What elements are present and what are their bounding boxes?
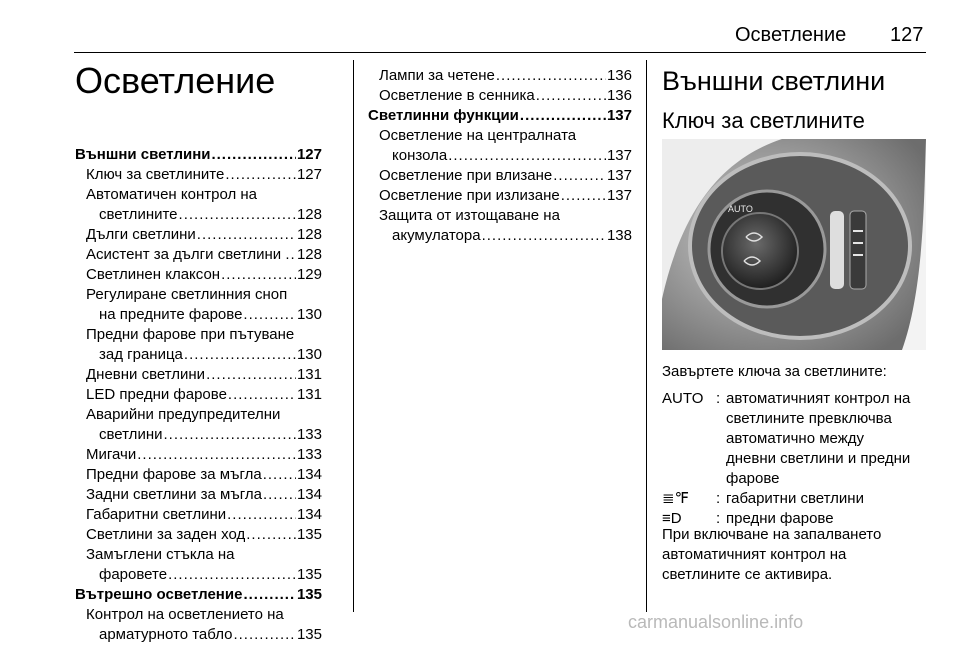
switch-position-item — [662, 389, 932, 489]
toc-entry — [75, 545, 322, 565]
toc-page-number: 137 — [606, 107, 632, 124]
toc-entry-title: Регулиране светлинния сноп — [86, 286, 288, 303]
toc-entry-title: Лампи за четене — [379, 67, 495, 84]
toc-dot-leader — [163, 425, 295, 445]
toc-entry — [368, 126, 632, 146]
toc-dot-leader — [225, 165, 296, 185]
toc-page-number: 137 — [606, 187, 632, 204]
toc-dot-leader — [520, 106, 606, 126]
toc-entry — [75, 405, 322, 425]
toc-entry-title: Аварийни предупредителни — [86, 406, 281, 423]
toc-page-number: 135 — [296, 526, 322, 543]
description-line: светлините превключва — [726, 410, 892, 427]
toc-entry-title: Контрол на осветлението на — [86, 606, 284, 623]
description-line: предни фарове — [726, 510, 834, 527]
toc-entry — [75, 565, 322, 585]
toc-dot-leader — [168, 565, 296, 585]
toc-page-number: 136 — [606, 87, 632, 104]
toc-entry — [75, 505, 322, 525]
toc-dot-leader — [227, 505, 296, 525]
toc-entry-title: арматурното табло — [99, 626, 233, 643]
toc-entry — [75, 445, 322, 465]
toc-entry-title: Осветление при влизане — [379, 167, 553, 184]
toc-dot-leader — [243, 585, 296, 605]
headlights-icon: ≡D — [662, 510, 682, 527]
toc-column-2 — [368, 66, 632, 246]
chapter-title: Осветление — [75, 60, 276, 101]
toc-entry — [75, 265, 322, 285]
switch-position-description — [726, 489, 932, 509]
toc-column-1 — [75, 145, 322, 645]
toc-page-number: 134 — [296, 486, 322, 503]
toc-entry-title: светлините — [99, 206, 178, 223]
closing-line: При включване на запалването — [662, 526, 882, 543]
toc-entry-title: Замъглени стъкла на — [86, 546, 235, 563]
toc-dot-leader — [221, 265, 296, 285]
toc-entry — [368, 106, 632, 126]
toc-entry — [75, 385, 322, 405]
toc-entry — [75, 605, 322, 625]
toc-dot-leader — [179, 205, 296, 225]
toc-dot-leader — [233, 625, 296, 645]
section-heading: Външни светлини — [662, 66, 886, 96]
toc-entry — [75, 205, 322, 225]
header-rule — [74, 52, 926, 53]
closing-line: светлините се активира. — [662, 566, 833, 583]
toc-entry — [75, 425, 322, 445]
toc-page-number: 135 — [296, 626, 322, 643]
toc-entry-title: акумулатора — [392, 227, 481, 244]
toc-entry-title: Дълги светлини — [86, 226, 196, 243]
toc-entry-title: Светлинен клаксон — [86, 266, 221, 283]
toc-entry-title: фаровете — [99, 566, 168, 583]
toc-page-number: 136 — [606, 67, 632, 84]
toc-entry-title: Асистент за дълги светлини . — [86, 246, 290, 263]
separator: : — [716, 490, 721, 507]
switch-positions-list — [662, 389, 932, 529]
toc-entry-title: Автоматичен контрол на — [86, 186, 257, 203]
toc-dot-leader — [206, 365, 296, 385]
closing-line: автоматичният контрол на — [662, 546, 847, 563]
toc-entry-title: Външни светлини — [75, 146, 211, 163]
description-line: дневни светлини и предни — [726, 450, 911, 467]
toc-dot-leader — [263, 485, 296, 505]
light-switch-photo — [662, 139, 926, 350]
toc-entry-title: Светлинни функции — [368, 107, 519, 124]
toc-dot-leader — [482, 226, 606, 246]
toc-entry-title: Светлини за заден ход — [86, 526, 246, 543]
description-line: автоматичният контрол на — [726, 390, 911, 407]
toc-entry-title: зад граница — [99, 346, 183, 363]
toc-entry — [75, 525, 322, 545]
toc-dot-leader — [553, 166, 606, 186]
toc-entry-title: Осветление в сенника — [379, 87, 535, 104]
toc-page-number: 128 — [296, 226, 322, 243]
toc-entry — [368, 86, 632, 106]
toc-page-number: 130 — [296, 306, 322, 323]
toc-page-number: 133 — [296, 446, 322, 463]
toc-entry-title: на предните фарове — [99, 306, 243, 323]
description-line: фарове — [726, 470, 780, 487]
description-line: автоматично между — [726, 430, 864, 447]
toc-dot-leader — [197, 225, 296, 245]
toc-page-number: 128 — [296, 206, 322, 223]
toc-entry — [75, 365, 322, 385]
toc-page-number: 133 — [296, 426, 322, 443]
toc-entry-title: Предни фарове при пътуване — [86, 326, 295, 343]
toc-entry-title: Мигачи — [86, 446, 137, 463]
toc-entry — [75, 245, 322, 265]
toc-dot-leader — [561, 186, 606, 206]
toc-entry-title: Предни фарове за мъгла — [86, 466, 262, 483]
toc-dot-leader — [228, 385, 296, 405]
toc-page-number: 138 — [606, 227, 632, 244]
toc-page-number: 134 — [296, 466, 322, 483]
toc-dot-leader — [184, 345, 296, 365]
toc-entry — [75, 345, 322, 365]
toc-entry-title: Вътрешно осветление — [75, 586, 243, 603]
toc-entry-title: Ключ за светлините — [86, 166, 225, 183]
toc-dot-leader — [263, 465, 296, 485]
toc-entry-title: LED предни фарове — [86, 386, 227, 403]
toc-entry-title: Защита от изтощаване на — [379, 207, 560, 224]
toc-page-number: 137 — [606, 147, 632, 164]
toc-entry — [75, 185, 322, 205]
toc-dot-leader — [536, 86, 606, 106]
toc-entry — [368, 186, 632, 206]
toc-dot-leader — [137, 445, 296, 465]
toc-entry-title: Осветление при излизане — [379, 187, 560, 204]
description-line: габаритни светлини — [726, 490, 864, 507]
auto-label: AUTO — [662, 390, 704, 407]
column-divider-2 — [646, 60, 647, 612]
toc-page-number: 135 — [296, 586, 322, 603]
toc-page-number: 130 — [296, 346, 322, 363]
toc-entry — [75, 165, 322, 185]
toc-entry — [368, 226, 632, 246]
separator: : — [716, 390, 721, 407]
toc-dot-leader — [211, 145, 296, 165]
page-number: 127 — [890, 24, 924, 46]
column-divider-1 — [353, 60, 354, 612]
toc-page-number: 137 — [606, 167, 632, 184]
toc-entry — [75, 485, 322, 505]
toc-dot-leader — [243, 305, 296, 325]
switch-position-item — [662, 489, 932, 509]
parking-lights-icon: ≣℉ — [662, 490, 689, 507]
toc-entry — [75, 225, 322, 245]
toc-dot-leader — [496, 66, 606, 86]
toc-entry-title: Задни светлини за мъгла — [86, 486, 262, 503]
toc-page-number: 134 — [296, 506, 322, 523]
toc-dot-leader — [246, 525, 296, 545]
toc-entry — [75, 145, 322, 165]
toc-page-number: 135 — [296, 566, 322, 583]
toc-entry — [368, 146, 632, 166]
toc-page-number: 129 — [296, 266, 322, 283]
toc-page-number: 131 — [296, 366, 322, 383]
toc-entry — [368, 66, 632, 86]
watermark: carmanualsonline.info — [628, 612, 804, 632]
toc-page-number: 127 — [296, 166, 322, 183]
toc-page-number: 131 — [296, 386, 322, 403]
toc-dot-leader — [291, 245, 296, 265]
toc-dot-leader — [448, 146, 606, 166]
svg-text:AUTO: AUTO — [728, 204, 753, 214]
section-subheading: Ключ за светлините — [662, 108, 865, 133]
toc-entry — [75, 465, 322, 485]
switch-position-description — [726, 389, 932, 489]
toc-entry — [368, 166, 632, 186]
toc-entry — [75, 305, 322, 325]
separator: : — [716, 510, 721, 527]
toc-entry — [75, 625, 322, 645]
header-title: Осветление — [735, 24, 847, 46]
toc-page-number: 127 — [296, 146, 322, 163]
toc-entry-title: Осветление на централната — [379, 127, 577, 144]
intro-text: Завъртете ключа за светлините: — [662, 363, 887, 380]
toc-entry-title: конзола — [392, 147, 448, 164]
toc-entry-title: Дневни светлини — [86, 366, 206, 383]
toc-entry — [75, 285, 322, 305]
toc-entry — [75, 325, 322, 345]
toc-page-number: 128 — [296, 246, 322, 263]
toc-entry — [75, 585, 322, 605]
toc-entry — [368, 206, 632, 226]
toc-entry-title: светлини — [99, 426, 163, 443]
closing-text — [662, 525, 881, 585]
toc-entry-title: Габаритни светлини — [86, 506, 227, 523]
